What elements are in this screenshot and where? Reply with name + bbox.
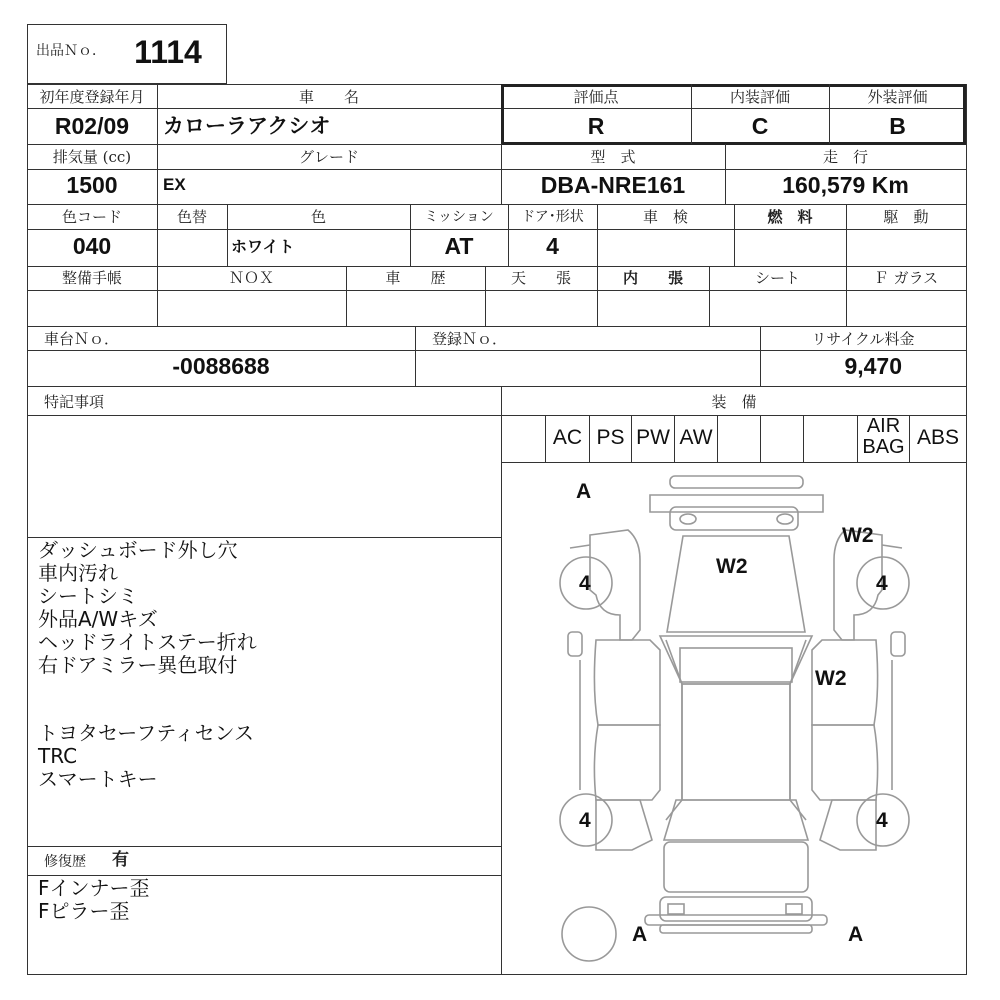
feature-item: トヨタセーフティセンス xyxy=(38,721,254,745)
displacement-value: 1500 xyxy=(66,172,118,198)
color-change-label: 色替 xyxy=(176,208,207,226)
recycle-fee-value: 9,470 xyxy=(844,353,902,379)
front-glass-label: Ｆ ガラス xyxy=(873,269,939,287)
remark-item: ヘッドライトステー折れ xyxy=(38,630,257,654)
fuel-label: 燃 料 xyxy=(767,208,813,226)
mission-value: AT xyxy=(444,233,474,259)
remarks-label: 特記事項 xyxy=(44,393,105,411)
registration-number-label: 登録Ｎｏ． xyxy=(432,330,508,348)
equipment-ps: PS xyxy=(596,426,625,449)
inspection-label: 車 検 xyxy=(642,208,688,226)
car-diagram xyxy=(501,462,966,974)
mark-tire-rear-right: 4 xyxy=(876,809,888,832)
exterior-label: 外装評価 xyxy=(867,88,928,106)
equipment-label: 装 備 xyxy=(711,393,757,411)
interior-label: 内装評価 xyxy=(729,88,790,106)
mileage-label: 走 行 xyxy=(822,148,868,166)
interior-value: C xyxy=(751,113,769,139)
first-registration-label: 初年度登録年月 xyxy=(39,88,145,106)
feature-item: TRC xyxy=(38,744,78,768)
mark-rear-left: A xyxy=(632,923,648,946)
grade-label: グレード xyxy=(298,148,359,166)
mark-front-right-fender: W2 xyxy=(842,524,874,547)
displacement-label: 排気量 (cc) xyxy=(52,148,132,166)
repair-items xyxy=(38,877,150,923)
equipment-abs: ABS xyxy=(916,426,960,449)
repair-item: Fインナー歪 xyxy=(38,876,150,900)
score-value: R xyxy=(587,113,605,139)
nox-label: ＮＯＸ xyxy=(228,269,274,287)
chassis-number-label: 車台Ｎｏ． xyxy=(44,330,120,348)
repair-history-label: 修復歴 xyxy=(44,854,86,870)
remark-item: 車内汚れ xyxy=(38,561,118,585)
mark-hood: W2 xyxy=(716,555,748,578)
door-label: ドア･形状 xyxy=(521,209,584,225)
color-value: ホワイト xyxy=(231,237,295,256)
car-name-label: 車 名 xyxy=(298,88,359,106)
remarks-notes xyxy=(38,539,257,677)
mark-tire-front-left: 4 xyxy=(579,572,591,595)
equipment-aw: AW xyxy=(679,426,713,449)
remark-item: 外品A/Wキズ xyxy=(38,607,158,631)
mark-front-bumper: A xyxy=(576,480,592,503)
remarks-features xyxy=(38,722,254,791)
door-value: 4 xyxy=(546,233,559,259)
car-name-value: カローラアクシオ xyxy=(163,114,331,138)
remark-item: シートシミ xyxy=(38,584,138,608)
remark-item: 右ドアミラー異色取付 xyxy=(38,653,238,677)
vehicle-history-label: 車 歴 xyxy=(385,269,446,287)
lot-number-value: 1114 xyxy=(134,34,202,70)
remark-item: ダッシュボード外し穴 xyxy=(38,538,238,562)
color-code-label: 色コード xyxy=(61,208,122,226)
feature-item: スマートキー xyxy=(38,767,158,791)
sunroof-label: 天 張 xyxy=(510,269,571,287)
model-label: 型 式 xyxy=(590,148,636,166)
first-registration-value: R02/09 xyxy=(54,113,130,139)
mission-label: ミッション xyxy=(424,209,494,225)
equipment-airbag: AIR BAG xyxy=(862,415,905,458)
maintenance-book-label: 整備手帳 xyxy=(61,269,122,287)
grade-value: EX xyxy=(163,175,186,194)
equipment-pw: PW xyxy=(636,426,670,449)
seat-label: シート xyxy=(754,269,800,287)
equipment-ac: AC xyxy=(552,426,583,449)
repair-history-value: 有 xyxy=(112,850,129,870)
mark-tire-front-right: 4 xyxy=(876,572,888,595)
color-label: 色 xyxy=(310,208,326,226)
mark-tire-rear-left: 4 xyxy=(579,809,591,832)
lot-number-label: 出品Ｎｏ． xyxy=(36,43,106,59)
repair-item: Fピラー歪 xyxy=(38,899,130,923)
model-value: DBA-NRE161 xyxy=(540,172,686,198)
chassis-number-value: -0088688 xyxy=(172,353,270,379)
exterior-value: B xyxy=(889,113,906,139)
interior-lining-label: 内 張 xyxy=(622,269,683,287)
mark-rear-right: A xyxy=(848,923,864,946)
mileage-value: 160,579 Km xyxy=(782,172,909,198)
recycle-fee-label: リサイクル料金 xyxy=(811,330,915,348)
drive-label: 駆 動 xyxy=(883,208,929,226)
mark-front-right-door: W2 xyxy=(815,667,847,690)
color-code-value: 040 xyxy=(72,233,112,259)
score-label: 評価点 xyxy=(573,88,619,106)
